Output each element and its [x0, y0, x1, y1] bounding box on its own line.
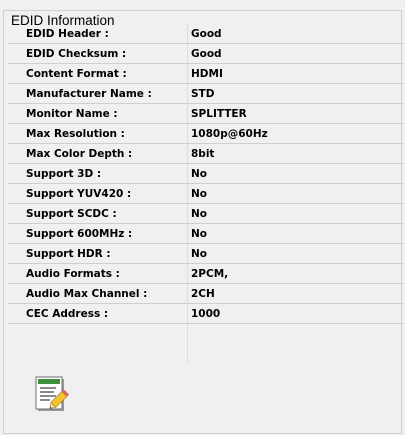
row-value: No	[191, 248, 208, 260]
row-label: Max Color Depth :	[26, 148, 133, 160]
edid-table	[8, 24, 404, 324]
table-row	[8, 84, 404, 104]
row-value: No	[191, 168, 208, 180]
table-row	[8, 304, 404, 324]
table-row	[8, 164, 404, 184]
row-label: Max Resolution :	[26, 128, 125, 140]
table-row	[8, 184, 404, 204]
row-value: 1080p@60Hz	[191, 128, 268, 140]
row-label: EDID Header :	[26, 28, 109, 40]
row-label: EDID Checksum :	[26, 48, 127, 60]
row-value: SPLITTER	[191, 108, 247, 120]
row-value: 1000	[191, 308, 221, 320]
row-value: 2PCM,	[191, 268, 229, 280]
row-value: STD	[191, 88, 215, 100]
table-row	[8, 244, 404, 264]
row-label: Audio Max Channel :	[26, 288, 148, 300]
row-value: No	[191, 228, 208, 240]
row-label: Support HDR :	[26, 248, 111, 260]
row-value: 8bit	[191, 148, 215, 160]
row-value: No	[191, 208, 208, 220]
row-value: No	[191, 188, 208, 200]
row-label: CEC Address :	[26, 308, 109, 320]
row-label: Support 3D :	[26, 168, 102, 180]
row-label: Support SCDC :	[26, 208, 117, 220]
table-row	[8, 24, 404, 44]
row-value: 2CH	[191, 288, 215, 300]
group-title: EDID Information	[11, 13, 115, 28]
row-value: HDMI	[191, 68, 223, 80]
row-label: Content Format :	[26, 68, 127, 80]
table-row	[8, 144, 404, 164]
table-row	[8, 104, 404, 124]
table-row	[8, 204, 404, 224]
row-label: Monitor Name :	[26, 108, 118, 120]
row-label: Manufacturer Name :	[26, 88, 152, 100]
table-row	[8, 224, 404, 244]
table-row	[8, 264, 404, 284]
row-value: Good	[191, 48, 222, 60]
table-row	[8, 124, 404, 144]
edit-document-icon	[34, 375, 70, 415]
row-label: Audio Formats :	[26, 268, 120, 280]
edit-edid-button[interactable]	[34, 375, 70, 415]
table-row	[8, 44, 404, 64]
row-label: Support 600MHz :	[26, 228, 133, 240]
table-row	[8, 64, 404, 84]
row-value: Good	[191, 28, 222, 40]
table-row	[8, 284, 404, 304]
row-label: Support YUV420 :	[26, 188, 132, 200]
